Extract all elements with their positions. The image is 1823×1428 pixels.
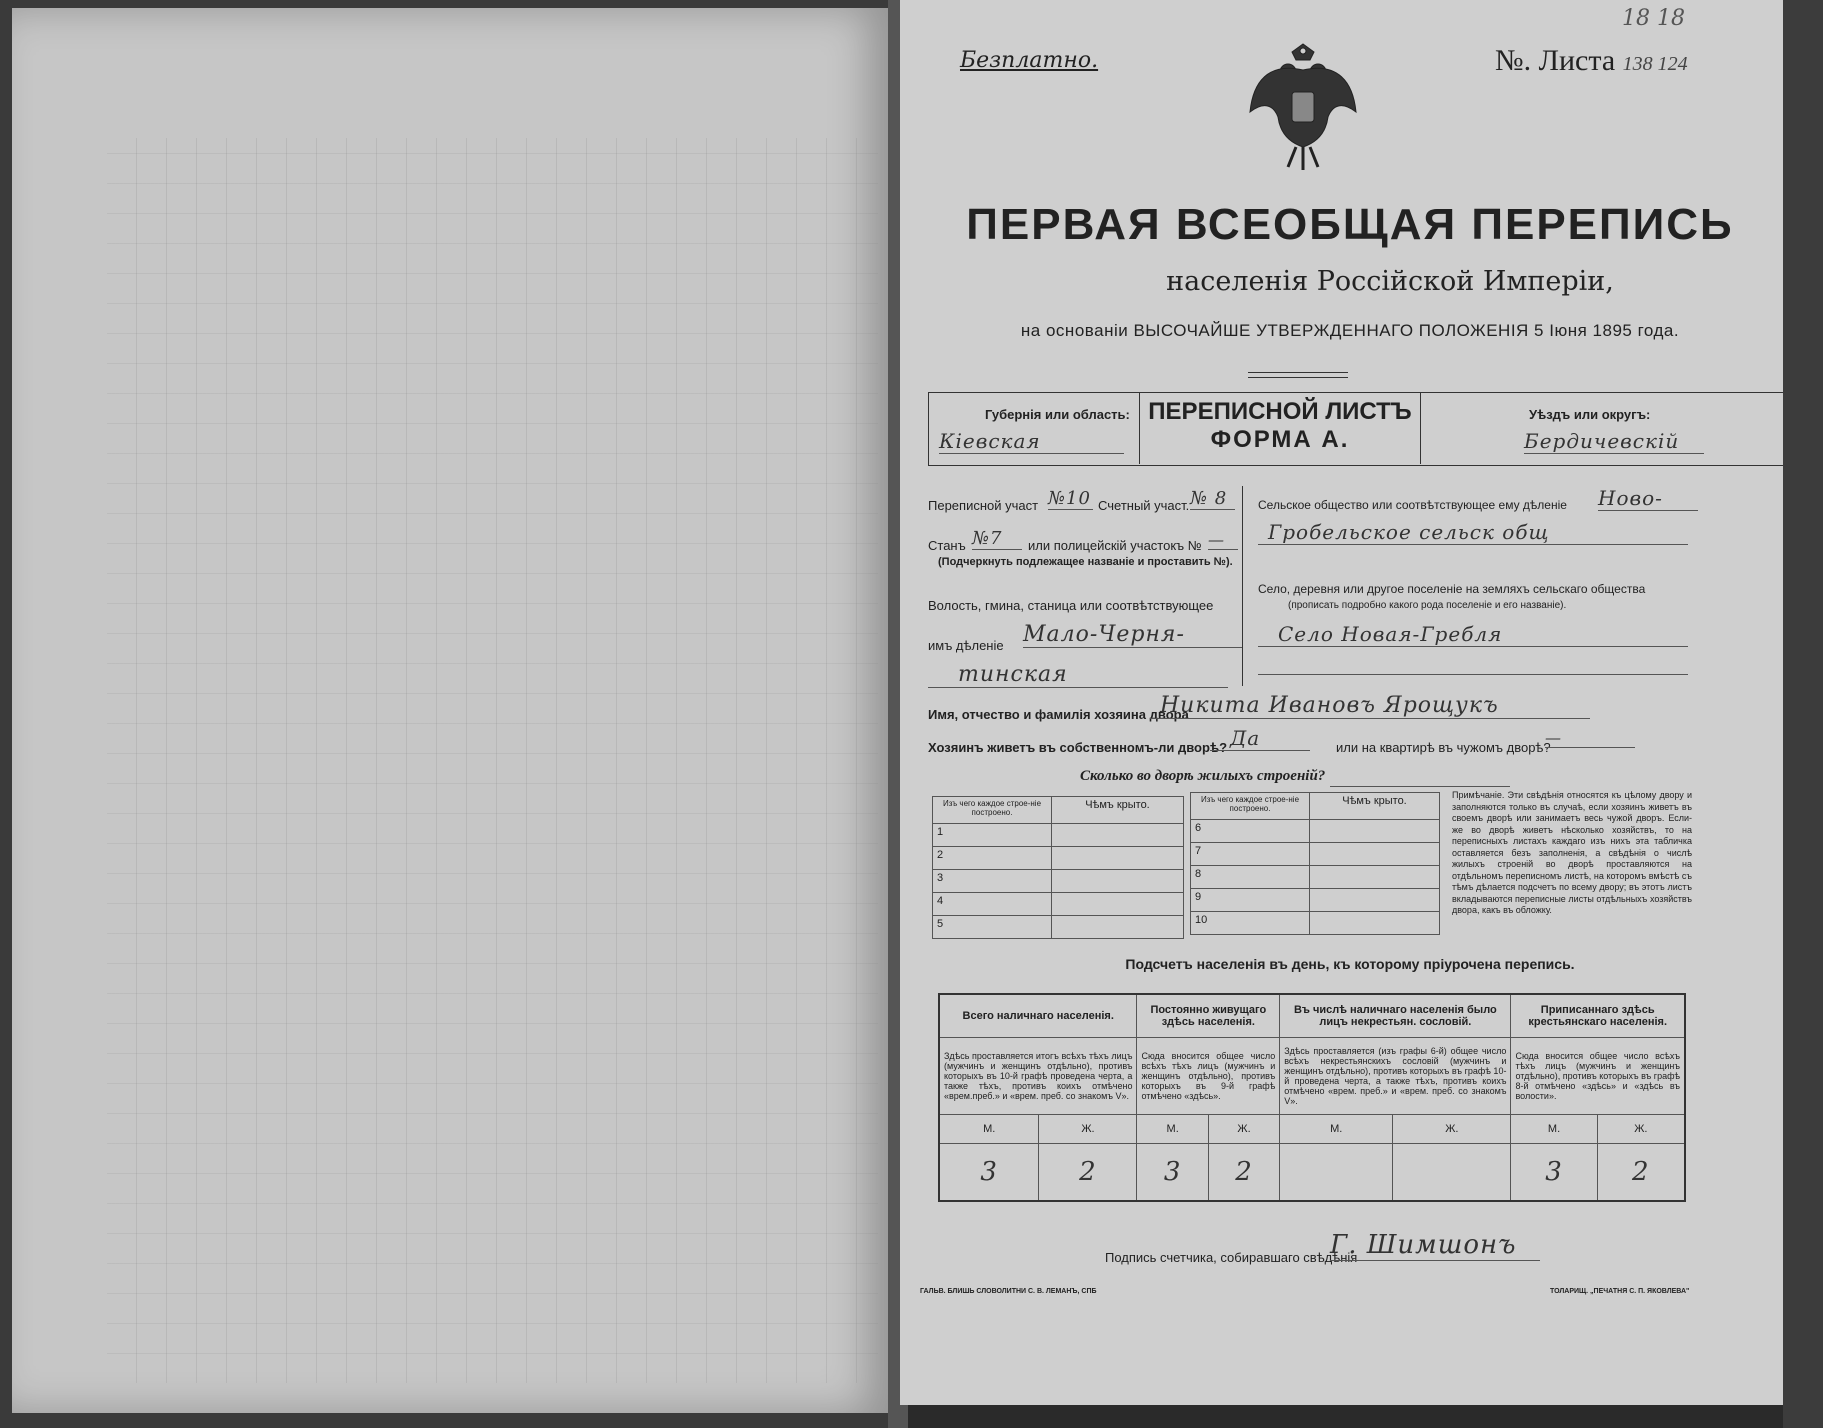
buildings-roof-cell xyxy=(1052,893,1184,916)
count-desc-total: Здѣсь проставляется итогъ всѣхъ тѣхъ лицъ (мужчинъ и женщинъ отдѣльно), противъ которыхъ въ 10-й графѣ проведена черта, а также тѣхъ, противъ коихъ отмѣчено «врем.преб.» и «врем. преб. со знакомъ V». xyxy=(939,1038,1137,1115)
book-edge xyxy=(1783,0,1823,1428)
form-header-box xyxy=(928,392,1786,466)
village-blank-line xyxy=(1258,674,1688,675)
buildings-answer-line xyxy=(1330,786,1510,787)
society-value: Ново- xyxy=(1598,486,1698,511)
society-value-2: Гробельское сельск общ xyxy=(1258,520,1688,545)
volost-value-2: тинская xyxy=(928,662,1228,688)
left-page-grid-bleedthrough xyxy=(107,138,878,1383)
left-fields xyxy=(928,486,1288,686)
police-value: — xyxy=(1208,530,1238,550)
count-district-label: Счетный участ. xyxy=(1098,498,1190,513)
female-col-header: Ж. xyxy=(1393,1115,1511,1144)
own-yard-label: Хозяинъ живетъ въ собственномъ-ли дворѣ? xyxy=(928,740,1228,755)
count-district-value: № 8 xyxy=(1190,488,1235,510)
count-value-female: 2 xyxy=(1597,1144,1685,1202)
printer-left: ГАЛЬВ. БЛИШЬ СЛОВОЛИТНИ С. В. ЛЕМАНЪ, СПБ xyxy=(920,1288,1097,1295)
own-yard-value: Да xyxy=(1210,726,1310,751)
sheet-number xyxy=(1495,44,1688,78)
buildings-table-left xyxy=(932,796,1184,939)
census-subtitle: населенія Россійской Имперіи, xyxy=(1166,266,1614,297)
buildings-roof-cell xyxy=(1052,870,1184,893)
buildings-question: Сколько во дворѣ жилыхъ строеній? xyxy=(1080,768,1326,784)
signature-value: Г. Шимшонъ xyxy=(1330,1230,1540,1261)
uezd-value: Бердичевскій xyxy=(1524,429,1704,454)
census-form-page xyxy=(900,0,1800,1405)
buildings-row-number: 1 xyxy=(933,824,1052,847)
buildings-roof-cell xyxy=(1052,916,1184,939)
left-page-blank xyxy=(12,8,888,1413)
count-header-peasant: Приписаннаго здѣсь крестьянскаго населенія. xyxy=(1511,994,1685,1038)
buildings-roof-cell xyxy=(1310,843,1440,866)
volost-value: Мало-Черня- xyxy=(1023,622,1243,648)
count-value-male: 3 xyxy=(939,1144,1039,1202)
ornament-divider xyxy=(1248,372,1348,378)
owner-name-value: Никита Ивановъ Ярощукъ xyxy=(1150,693,1590,719)
female-col-header: Ж. xyxy=(1597,1115,1685,1144)
printer-right: ТОЛАРИЩ. „ПЕЧАТНЯ С. П. ЯКОВЛЕВА" xyxy=(1550,1288,1690,1295)
signature-label: Подпись счетчика, собиравшаго свѣдѣнія xyxy=(1105,1250,1358,1265)
buildings-roof-cell xyxy=(1310,912,1440,935)
male-col-header: М. xyxy=(1137,1115,1208,1144)
census-district-value: №10 xyxy=(1048,488,1093,510)
count-value-male: 3 xyxy=(1137,1144,1208,1202)
police-note: (Подчеркнуть подлежащее названіе и проставить №). xyxy=(938,556,1233,568)
guberniya-value: Кіевская xyxy=(939,429,1124,454)
male-col-header: М. xyxy=(939,1115,1039,1144)
count-header-noble: Въ числѣ наличнаго населенія было лицъ некрестьян. сословій. xyxy=(1280,994,1511,1038)
right-fields xyxy=(1258,486,1758,686)
population-count-table xyxy=(938,993,1686,1202)
buildings-row-number: 4 xyxy=(933,893,1052,916)
buildings-col-material: Изъ чего каждое строе-ніе построено. xyxy=(933,797,1052,824)
stan-value: №7 xyxy=(972,528,1022,550)
imperial-eagle-icon xyxy=(1248,42,1358,172)
police-label: или полицейскій участокъ № xyxy=(1028,538,1202,553)
buildings-roof-cell xyxy=(1310,866,1440,889)
census-title: ПЕРВАЯ ВСЕОБЩАЯ ПЕРЕПИСЬ xyxy=(966,200,1734,249)
count-desc-noble: Здѣсь проставляется (изъ графы 6-й) общее число всѣхъ некрестьянскихъ сословій (мужчинъ и женщинъ отдѣльно), противъ которыхъ въ графѣ 10-й проведена черта, а также тѣхъ, противъ коихъ отмѣчено «врем. преб.» и «врем. преб. со знакомъ V». xyxy=(1280,1038,1511,1115)
village-label: Село, деревня или другое поселеніе на земляхъ сельскаго общества xyxy=(1258,582,1646,596)
buildings-col-roof: Чѣмъ крыто. xyxy=(1052,797,1184,824)
buildings-row-number: 6 xyxy=(1191,820,1310,843)
form-title: ФОРМА А. xyxy=(1210,426,1350,453)
male-col-header: М. xyxy=(1511,1115,1597,1144)
buildings-row-number: 10 xyxy=(1191,912,1310,935)
society-label: Сельское общество или соотвѣтствующее ему дѣленіе xyxy=(1258,498,1567,512)
buildings-row-number: 8 xyxy=(1191,866,1310,889)
female-col-header: Ж. xyxy=(1208,1115,1279,1144)
buildings-col-roof: Чѣмъ крыто. xyxy=(1310,793,1440,820)
guberniya-label: Губернія или область: xyxy=(985,407,1130,422)
census-district-label: Переписной участ xyxy=(928,498,1039,513)
count-value-male xyxy=(1280,1144,1393,1202)
village-note: (прописать подробно какого рода поселеніе и его названіе). xyxy=(1288,600,1567,611)
buildings-row-number: 5 xyxy=(933,916,1052,939)
buildings-table-right xyxy=(1190,792,1440,935)
buildings-row-number: 3 xyxy=(933,870,1052,893)
volost-label: Волость, гмина, станица или соотвѣтствующее xyxy=(928,598,1214,613)
buildings-col-material: Изъ чего каждое строе-ніе построено. xyxy=(1191,793,1310,820)
buildings-roof-cell xyxy=(1310,889,1440,912)
rent-label: или на квартирѣ въ чужомъ дворѣ? xyxy=(1336,740,1551,755)
count-header-total: Всего наличнаго населенія. xyxy=(939,994,1137,1038)
rent-value: — xyxy=(1545,728,1635,748)
count-header-permanent: Постоянно живущаго здѣсь населенія. xyxy=(1137,994,1280,1038)
count-desc-peasant: Сюда вносится общее число всѣхъ тѣхъ лицъ (мужчинъ и женщинъ отдѣльно), противъ которыхъ въ графѣ 8-й отмѣчено «здѣсь» и «здѣсь въ волости». xyxy=(1511,1038,1685,1115)
count-value-male: 3 xyxy=(1511,1144,1597,1202)
stan-label: Станъ xyxy=(928,538,966,553)
uezd-label: Уѣздъ или округъ: xyxy=(1529,407,1651,422)
volost-label-2: имъ дѣленіе xyxy=(928,638,1004,653)
village-value: Село Новая-Гребля xyxy=(1258,622,1688,647)
buildings-roof-cell xyxy=(1052,824,1184,847)
free-label: Безплатно. xyxy=(960,48,1099,73)
form-title-block xyxy=(1139,392,1421,464)
count-title: Подсчетъ населенія въ день, къ которому пріурочена перепись. xyxy=(1125,956,1575,972)
count-desc-permanent: Сюда вносится общее число всѣхъ тѣхъ лицъ (мужчинъ и женщинъ отдѣльно), противъ которыхъ въ 9-й графѣ отмѣчено «здѣсь». xyxy=(1137,1038,1280,1115)
count-value-female: 2 xyxy=(1208,1144,1279,1202)
sheet-number-value: 138 124 xyxy=(1622,53,1688,75)
buildings-row-number: 7 xyxy=(1191,843,1310,866)
buildings-row-number: 9 xyxy=(1191,889,1310,912)
buildings-note: Примѣчаніе. Эти свѣдѣнія относятся къ цѣлому двору и заполняются только въ случаѣ, если хозяинъ живетъ въ своемъ дворѣ или занимаетъ весь чужой дворъ. Если-же во дворѣ живетъ нѣсколько хозяйствъ, то на переписныхъ листахъ каждаго изъ нихъ эта табличка оставляется безъ заполненія, а свѣдѣнія о числѣ жилыхъ строеній во дворѣ проставляются на отдѣльномъ переписномъ листѣ, на которомъ вмѣстѣ съ тѣмъ дѣлается подсчетъ по всему двору; въ этотъ листъ вкладываются переписные листы отдѣльныхъ хозяйствъ двора, какъ въ обложку. xyxy=(1452,790,1692,915)
male-col-header: М. xyxy=(1280,1115,1393,1144)
buildings-row-number: 2 xyxy=(933,847,1052,870)
female-col-header: Ж. xyxy=(1039,1115,1137,1144)
count-value-female xyxy=(1393,1144,1511,1202)
count-value-female: 2 xyxy=(1039,1144,1137,1202)
buildings-roof-cell xyxy=(1310,820,1440,843)
sheet-title: ПЕРЕПИСНОЙ ЛИСТЪ xyxy=(1148,398,1412,425)
corner-archive-numbers: 18 18 xyxy=(1622,6,1685,31)
column-divider xyxy=(1242,486,1243,686)
buildings-roof-cell xyxy=(1052,847,1184,870)
owner-name-label: Имя, отчество и фамилія хозяина двора xyxy=(928,707,1189,722)
sheet-number-label: №. Листа xyxy=(1495,44,1616,77)
census-decree-line: на основаніи ВЫСОЧАЙШЕ УТВЕРЖДЕННАГО ПОЛОЖЕНІЯ 5 Іюня 1895 года. xyxy=(1020,321,1680,340)
